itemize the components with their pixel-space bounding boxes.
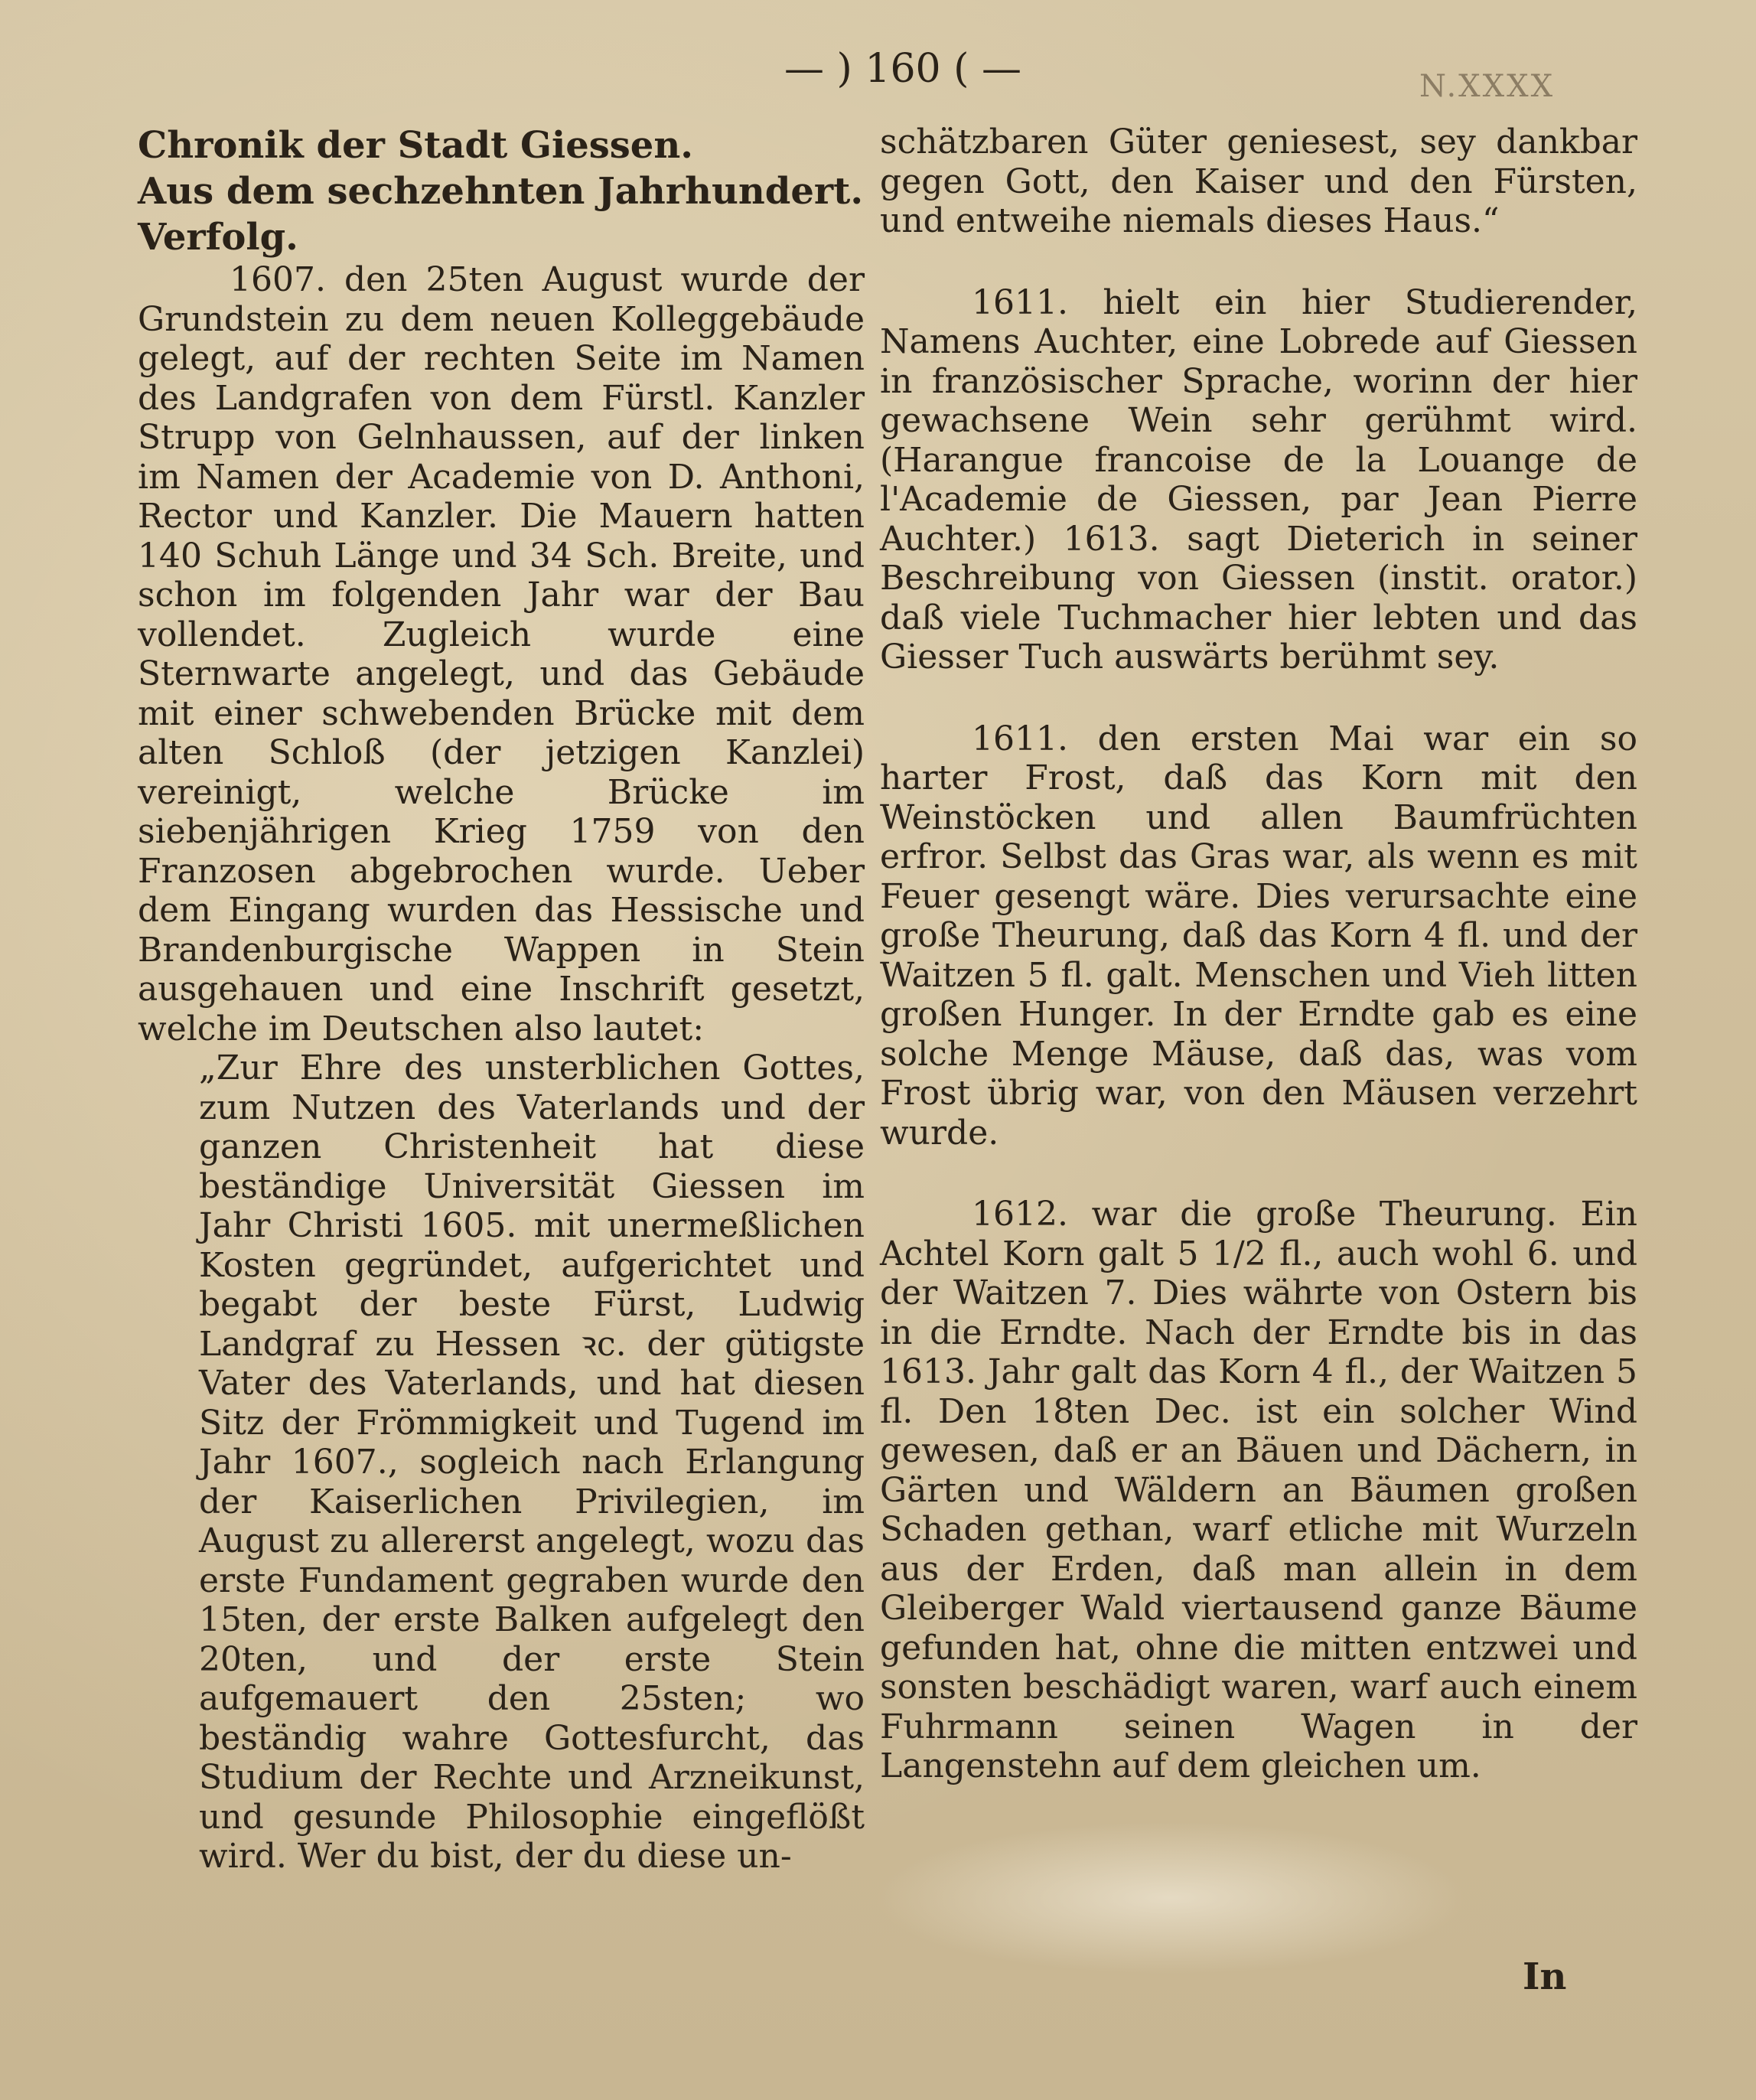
right-column <box>880 122 1637 1786</box>
paragraph-1611-oration: 1611. hielt ein hier Studierender, Namens Auchter, eine Lobrede auf Giessen in französischer Sprache, worinn der hier gewachsene Wein sehr gerühmt wird. (Harangue francoise de la Louange de l'Academie de Giessen, par Jean Pierre Auchter.) 1613. sagt Dieterich in seiner Beschreibung von Giessen (instit. orator.) daß viele Tuchmacher hier lebten und das Giesser Tuch auswärts berühmt sey. <box>880 282 1637 677</box>
paragraph-1611-frost: 1611. den ersten Mai war ein so harter Frost, daß das Korn mit den Weinstöcken und allen Baumfrüchten erfror. Selbst das Gras war, als wenn es mit Feuer gesengt wäre. Dies verursachte eine große Theurung, daß das Korn 4 fl. und der Waitzen 5 fl. galt. Menschen und Vieh litten großen Hunger. In der Erndte gab es eine solche Menge Mäuse, daß das, was vom Frost übrig war, von den Mäusen verzehrt wurde. <box>880 719 1637 1153</box>
chronicle-title: Chronik der Stadt Giessen. <box>138 124 693 167</box>
left-column <box>138 122 865 1877</box>
paragraph-1612: 1612. war die große Theurung. Ein Achtel Korn galt 5 1/2 fl., auch wohl 6. und der Waitzen 7. Dies währte von Ostern bis in die Erndte. Nach der Erndte bis in das 1613. Jahr galt das Korn 4 fl., der Waitzen 5 fl. Den 18ten Dec. ist ein solcher Wind gewesen, daß er an Bäuen und Dächern, in Gärten und Wäldern an Bäumen großen Schaden gethan, warf etliche mit Wurzeln aus der Erden, daß man allein in dem Gleiberger Wald viertausend ganze Bäume gefunden hat, ohne die mitten entzwei und sonsten beschädigt waren, warf auch einem Fuhrmann seinen Wagen in der Langenstehn auf dem gleichen um. <box>880 1195 1637 1785</box>
paragraph-1607: 1607. den 25ten August wurde der Grundstein zu dem neuen Kolleggebäude gelegt, auf der rechten Seite im Namen des Landgrafen von dem Fürstl. Kanzler Strupp von Gelnhaussen, auf der linken im Namen der Academie von D. Anthoni, Rector und Kanzler. Die Mauern hatten 140 Schuh Länge und 34 Sch. Breite, und schon im folgenden Jahr war der Bau vollendet. Zugleich wurde eine Sternwarte angelegt, und das Gebäude mit einer schwebenden Brücke mit dem alten Schloß (der jetzigen Kanzlei) vereinigt, welche Brücke im siebenjährigen Krieg 1759 von den Franzosen abgebrochen wurde. Ueber dem Eingang wurden das Hessische und Brandenburgische Wappen in Stein ausgehauen und eine Inschrift gesetzt, welche im Deutschen also lautet: <box>138 260 865 1048</box>
catchword: In <box>1523 1955 1567 1998</box>
corner-text: N.XXXX <box>1419 69 1556 104</box>
continuation-title: Verfolg. <box>138 216 298 259</box>
page-header: — ) 160 ( — <box>784 46 1021 92</box>
inscription-quote-end: schätzbaren Güter geniesest, sey dankbar gegen Gott, den Kaiser und den Fürsten, und entweihe niemals dieses Haus.“ <box>880 122 1637 240</box>
inscription-quote: „Zur Ehre des unsterblichen Gottes, zum Nutzen des Vaterlands und der ganzen Christenheit hat diese beständige Universität Giessen im Jahr Christi 1605. mit unermeßlichen Kosten gegründet, aufgerichtet und begabt der beste Fürst, Ludwig Landgraf zu Hessen ꝛc. der gütigste Vater des Vaterlands, und hat diesen Sitz der Frömmigkeit und Tugend im Jahr 1607., sogleich nach Erlangung der Kaiserlichen Privilegien, im August zu allererst angelegt, wozu das erste Fundament gegraben wurde den 15ten, der erste Balken aufgelegt den 20ten, und der erste Stein aufgemauert den 25sten; wo beständig wahre Gottesfurcht, das Studium der Rechte und Arzneikunst, und gesunde Philosophie eingeflößt wird. Wer du bist, der du diese un- <box>199 1048 865 1876</box>
century-title: Aus dem sechzehnten Jahrhundert. <box>138 170 864 213</box>
paper-stain <box>872 1821 1469 1974</box>
